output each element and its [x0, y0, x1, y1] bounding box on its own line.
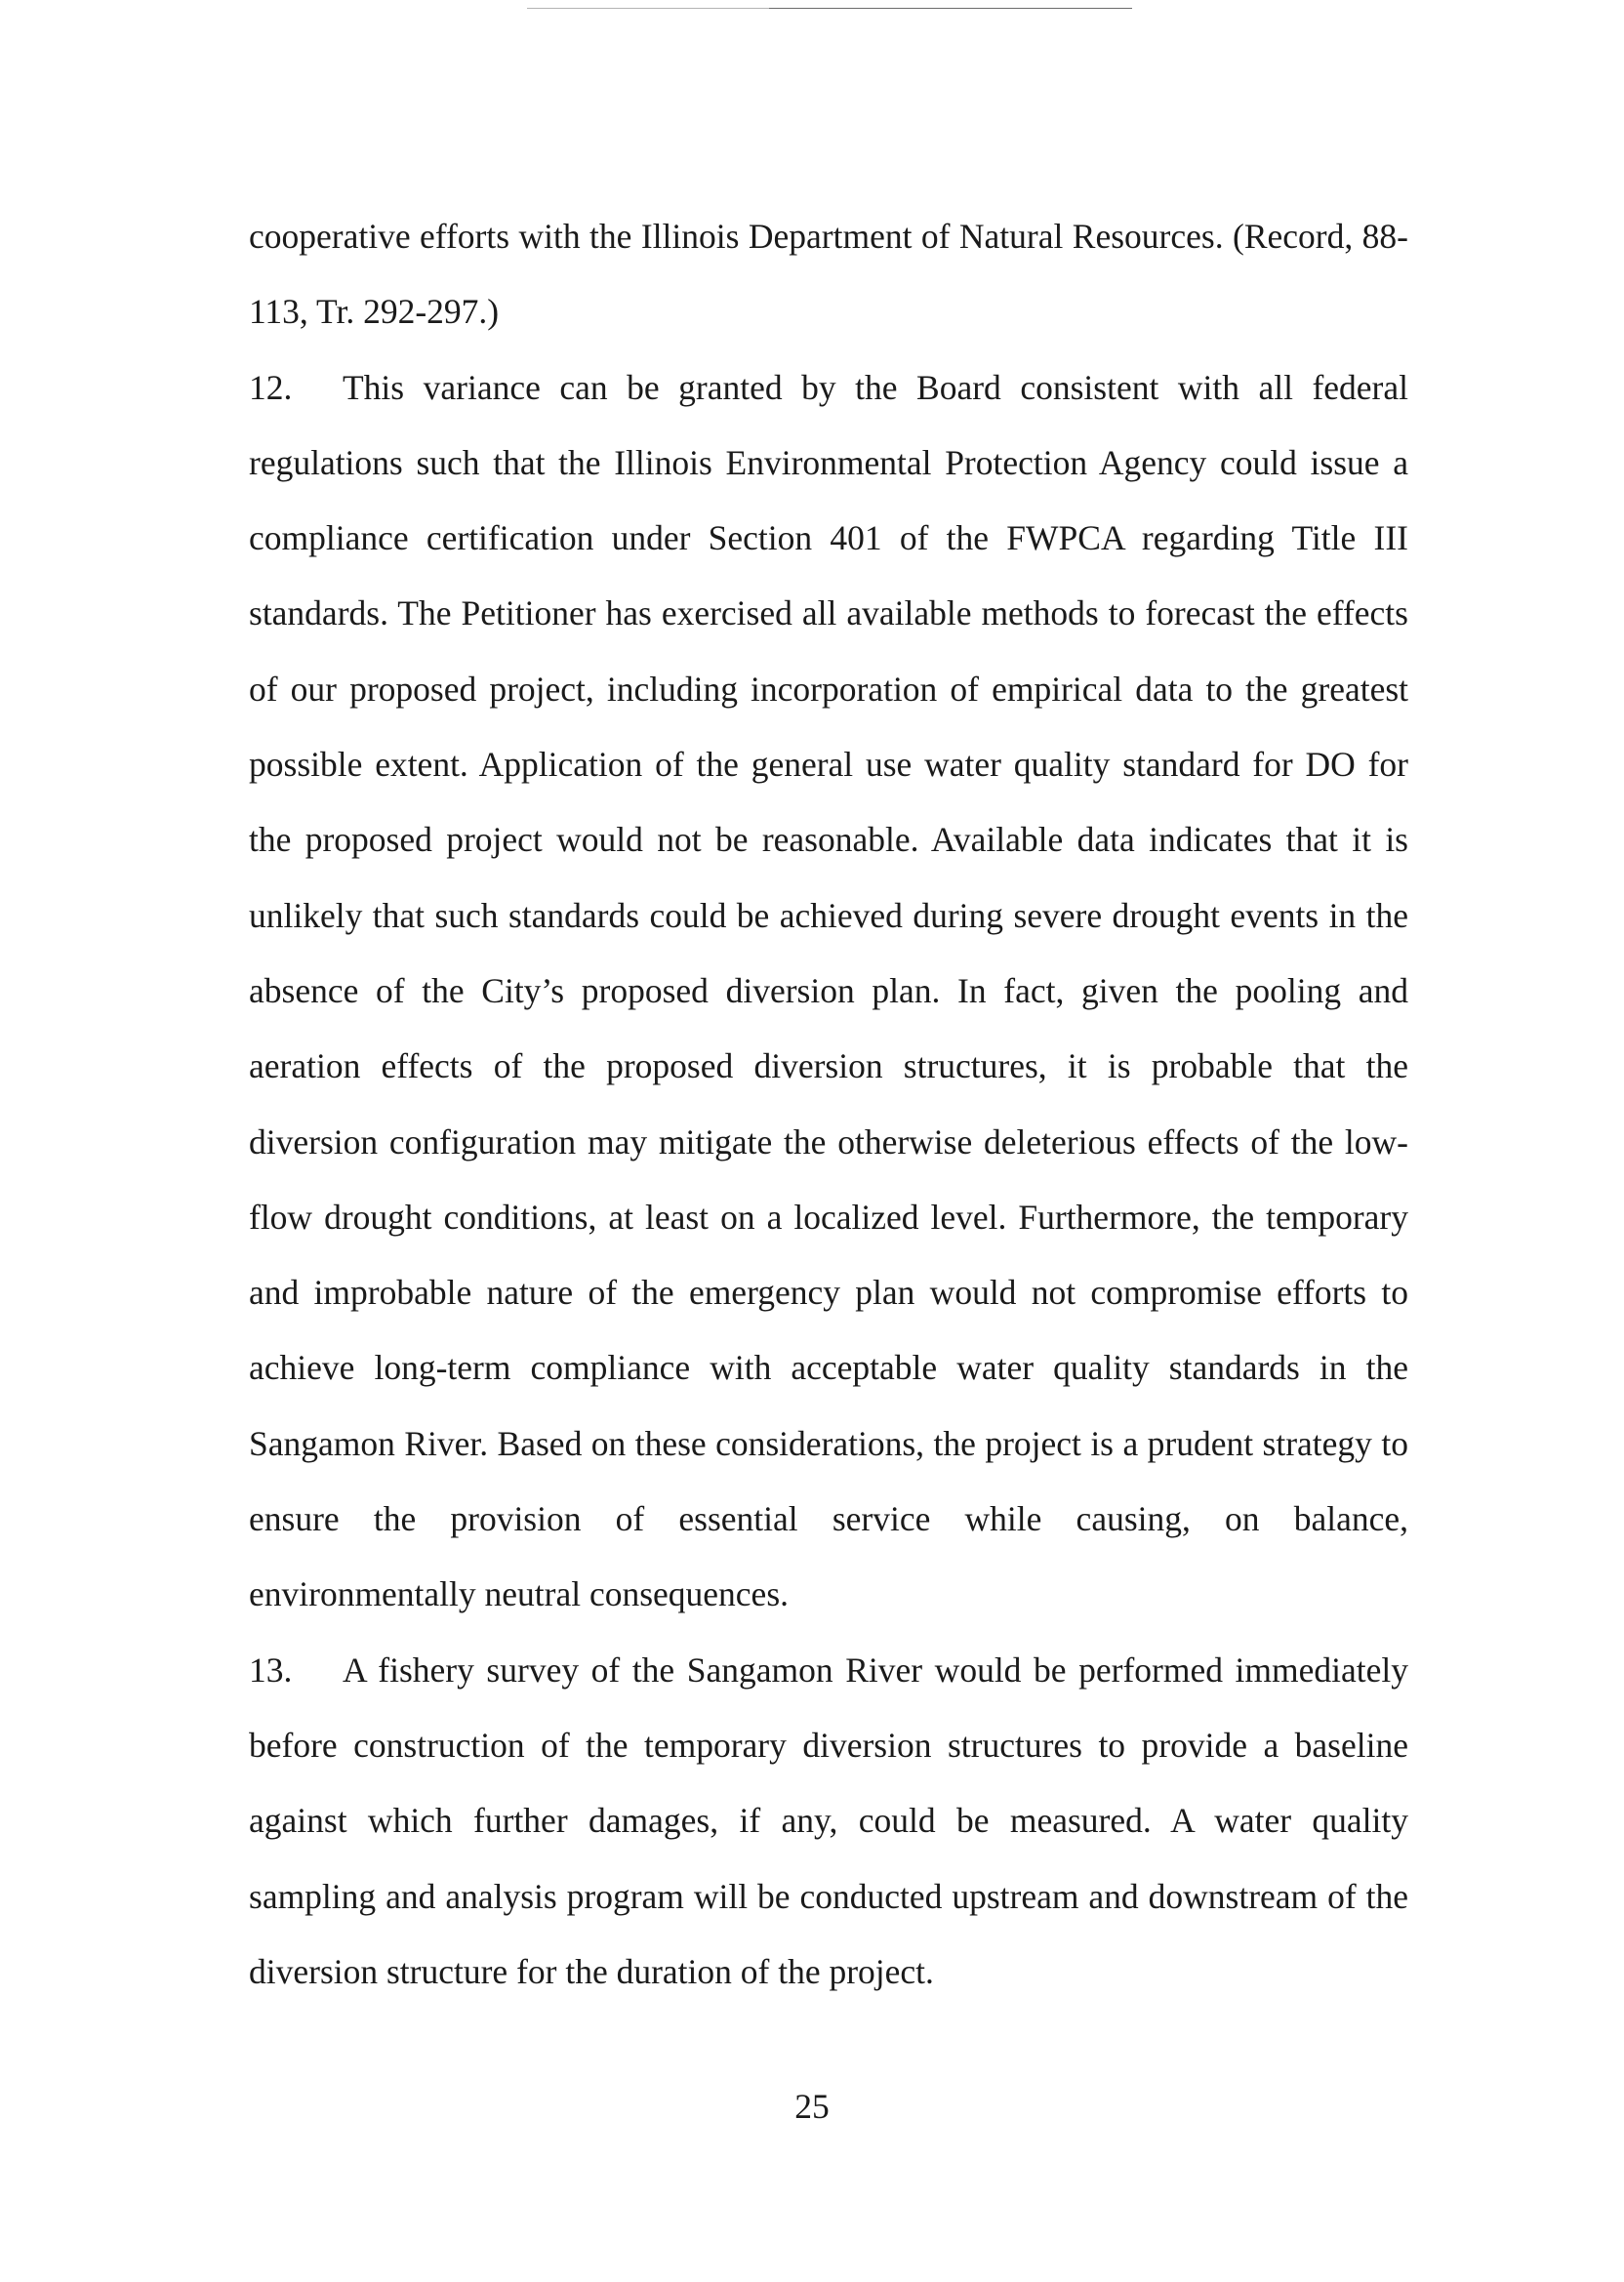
paragraph-12: [249, 350, 1408, 1633]
scan-artifact-rule: [527, 8, 1132, 9]
paragraph-number: 13.: [249, 1650, 293, 1690]
continuation-paragraph: cooperative efforts with the Illinois Department of Natural Resources. (Record, 88-113, Tr. 292-297.): [249, 217, 1408, 332]
paragraph-text: A fishery survey of the Sangamon River would be performed immediately before construction of the temporary diversion structures to provide a baseline against which further damages, if any, could be measured. A water quality sampling and analysis program will be conducted upstream and downstream of the diversion structure for the duration of the project.: [249, 1650, 1408, 1991]
paragraph-13: [249, 1633, 1408, 2010]
paragraph-number: 12.: [249, 367, 293, 407]
document-body: [249, 199, 1408, 2010]
paragraph-text: This variance can be granted by the Board consistent with all federal regulations such that the Illinois Environmental Protection Agency could issue a compliance certification under Section 401 of the FWPCA regarding Title III standards. The Petitioner has exercised all available methods to forecast the effects of our proposed project, including incorporation of empirical data to the greatest possible extent. Application of the general use water quality standard for DO for the proposed project would not be reasonable. Available data indicates that it is unlikely that such standards could be achieved during severe drought events in the absence of the City’s proposed diversion plan. In fact, given the pooling and aeration effects of the proposed diversion structures, it is probable that the diversion configuration may mitigate the otherwise deleterious effects of the low-flow drought conditions, at least on a localized level. Furthermore, the temporary and improbable nature of the emergency plan would not compromise efforts to achieve long-term compliance with acceptable water quality standards in the Sangamon River. Based on these considerations, the project is a prudent strategy to ensure the provision of essential service while causing, on balance, environmentally neutral consequences.: [249, 367, 1408, 1614]
page-number: 25: [794, 2087, 830, 2126]
